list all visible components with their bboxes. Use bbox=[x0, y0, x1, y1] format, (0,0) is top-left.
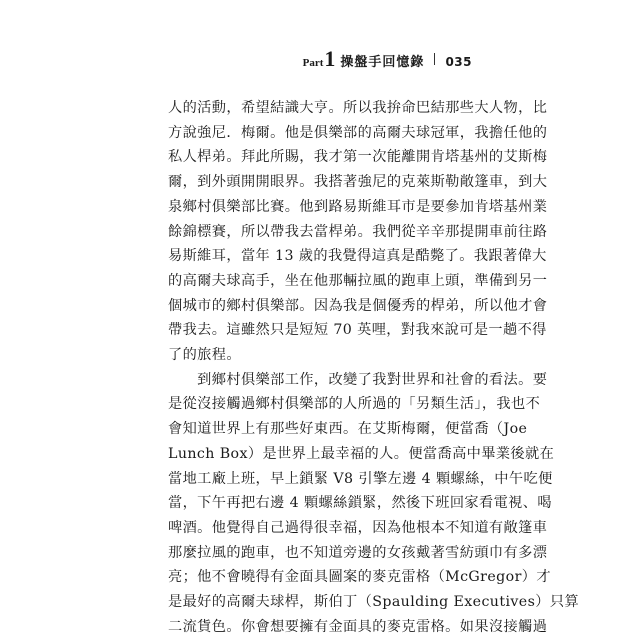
part-label: Part bbox=[302, 57, 324, 69]
paragraph-2 bbox=[168, 368, 580, 640]
text-line: 帶我去。這雖然只是短短 70 英哩，對我來說可是一趟不得 bbox=[168, 322, 547, 339]
text-line: 二流貨色。你會想要擁有金面具的麥克雷格。如果沒接觸過 bbox=[168, 618, 548, 635]
text-line: 那麼拉風的跑車，也不知道旁邊的女孩戴著雪紡頭巾有多漂 bbox=[168, 544, 548, 561]
text-line: 的高爾夫球高手，坐在他那輛拉風的跑車上頭，準備到另一 bbox=[168, 272, 548, 289]
text-line: 人的活動，希望結識大亨。所以我拚命巴結那些大人物，比 bbox=[168, 100, 548, 116]
text-line: 當地工廠上班，早上鎖緊 V8 引擎左邊 4 顆螺絲，中午吃便 bbox=[168, 470, 553, 487]
text-line: 啤酒。他覺得自己過得很幸福，因為他根本不知道有敞篷車 bbox=[168, 519, 548, 536]
text-line: 亮；他不會曉得有金面具圖案的麥克雷格（McGregor）才 bbox=[168, 569, 551, 586]
text-line: 方說強尼．梅爾。他是俱樂部的高爾夫球冠軍，我擔任他的 bbox=[168, 124, 548, 141]
paragraph-1 bbox=[168, 96, 548, 368]
text-line: 易斯維耳，當年 13 歲的我覺得這真是酷斃了。我跟著偉大 bbox=[168, 248, 547, 265]
text-line: 到鄉村俱樂部工作，改變了我對世界和社會的看法。要 bbox=[168, 371, 548, 388]
text-line: 當，下午再把右邊 4 顆螺絲鎖緊，然後下班回家看電視、喝 bbox=[168, 495, 552, 512]
running-header bbox=[303, 48, 472, 70]
body-text bbox=[168, 96, 580, 639]
part-title: 操盤手回憶錄 bbox=[340, 55, 425, 70]
text-line: Lunch Box）是世界上最幸福的人。便當喬高中畢業後就在 bbox=[168, 445, 555, 462]
text-line: 是最好的高爾夫球桿，斯伯丁（Spaulding Executives）只算 bbox=[168, 594, 580, 611]
text-line: 是從沒接觸過鄉村俱樂部的人所過的「另類生活」，我也不 bbox=[168, 396, 541, 413]
text-line: 爾，到外頭開開眼界。我搭著強尼的克萊斯勒敞篷車，到大 bbox=[168, 174, 548, 191]
text-line: 會知道世界上有那些好東西。在艾斯梅爾，便當喬（Joe bbox=[168, 421, 528, 438]
page-number: 035 bbox=[445, 55, 472, 69]
text-line: 私人桿弟。拜此所賜，我才第一次能離開肯塔基州的艾斯梅 bbox=[168, 149, 548, 166]
part-number: 1 bbox=[324, 46, 336, 71]
text-line: 餘錦標賽，所以帶我去當桿弟。我們從辛辛那提開車前往路 bbox=[168, 223, 548, 240]
text-line: 了的旅程。 bbox=[168, 347, 241, 364]
text-line: 泉鄉村俱樂部比賽。他到路易斯維耳市是要參加肯塔基州業 bbox=[168, 198, 548, 215]
text-line: 個城市的鄉村俱樂部。因為我是個優秀的桿弟，所以他才會 bbox=[168, 297, 548, 314]
header-divider bbox=[434, 53, 435, 65]
